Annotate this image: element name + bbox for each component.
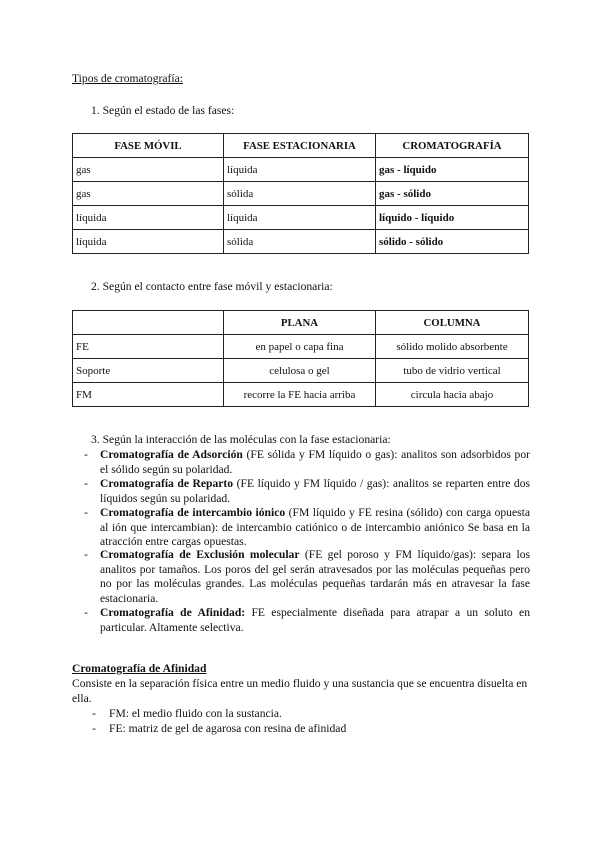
list-item: FE: matriz de gel de agarosa con resina de afinidad: [109, 722, 347, 735]
section3-heading: 3. Según la interacción de las moléculas con la fase estacionaria:: [91, 433, 391, 446]
bullet-dash: -: [92, 707, 96, 720]
section2-heading: 2. Según el contacto entre fase móvil y estacionaria:: [91, 280, 333, 293]
term: Cromatografía de Reparto: [100, 477, 234, 490]
table-row: [73, 383, 529, 407]
table-cell: sólida: [224, 182, 376, 206]
table-row: [73, 182, 529, 206]
table-row: [73, 230, 529, 254]
term: Cromatografía de Adsorción: [100, 448, 243, 461]
term: Cromatografía de Afinidad:: [100, 606, 246, 619]
list-item: [84, 606, 530, 635]
table-row: [73, 335, 529, 359]
bullet-dash: -: [84, 506, 88, 519]
table-cell: en papel o capa fina: [224, 335, 376, 359]
table-row: [73, 359, 529, 383]
column-header: FASE MÓVIL: [73, 134, 224, 158]
column-header: CROMATOGRAFÍA: [376, 134, 529, 158]
column-header: PLANA: [224, 311, 376, 335]
section1-heading: 1. Según el estado de las fases:: [91, 104, 235, 117]
bullet-dash: -: [84, 548, 88, 561]
table-row: [73, 158, 529, 182]
column-header: FASE ESTACIONARIA: [224, 134, 376, 158]
table-cell: circula hacia abajo: [376, 383, 529, 407]
table-cell: FE: [73, 335, 224, 359]
table-cell: líquida: [224, 158, 376, 182]
column-header: COLUMNA: [376, 311, 529, 335]
affinity-title: Cromatografía de Afinidad: [72, 662, 207, 675]
table-cell: líquida: [73, 230, 224, 254]
list-item: [84, 448, 531, 477]
term: Cromatografía de Exclusión molecular: [100, 548, 300, 561]
table-header-row: [73, 134, 529, 158]
table-cell: tubo de vidrio vertical: [376, 359, 529, 383]
term-description: FE especialmente diseñada para atrapar a un soluto en particular. Altamente selectiva.: [100, 606, 530, 634]
table-cell: líquida: [73, 206, 224, 230]
table-cell: líquido - líquido: [376, 206, 529, 230]
list-item: [84, 506, 530, 550]
list-item: [84, 548, 530, 606]
column-header: [73, 311, 224, 335]
term-description: (FE líquido y FM líquido / gas): analitos se reparten entre dos líquidos según su polaridad.: [100, 477, 531, 505]
table-cell: gas: [73, 182, 224, 206]
bullet-dash: -: [84, 606, 88, 619]
table-cell: líquida: [224, 206, 376, 230]
table-row: [73, 206, 529, 230]
table-cell: gas - sólido: [376, 182, 529, 206]
term-description: (FE gel poroso y FM líquido/gas): separa los analitos por tamaños. Los poros del gel serán atravesados por las moléculas pequeñas pero no por las moléculas grandes. Las moléculas pequeñas tardarán más en atravesar la fase estacionaria.: [100, 548, 530, 605]
table-cell: sólido - sólido: [376, 230, 529, 254]
table-cell: gas - líquido: [376, 158, 529, 182]
contact-table: [72, 310, 529, 407]
page-title: Tipos de cromatografía:: [72, 72, 183, 85]
table-cell: Soporte: [73, 359, 224, 383]
list-item: [84, 477, 531, 506]
term: Cromatografía de intercambio iónico: [100, 506, 286, 519]
table-cell: gas: [73, 158, 224, 182]
table-header-row: [73, 311, 529, 335]
phase-state-table: [72, 133, 529, 254]
bullet-dash: -: [84, 448, 88, 461]
table-cell: celulosa o gel: [224, 359, 376, 383]
list-item: FM: el medio fluido con la sustancia.: [109, 707, 282, 720]
term-description: (FM líquido y FE resina (sólido) con carga opuesta al ión que intercambian): de intercambio catiónico o de intercambio aniónico Se basa en la atracción entre cargas opuestas.: [100, 506, 530, 549]
term-description: (FE sólida y FM líquido o gas): analitos son adsorbidos por el sólido según su polaridad.: [100, 448, 531, 476]
bullet-dash: -: [92, 722, 96, 735]
table-cell: recorre la FE hacia arriba: [224, 383, 376, 407]
table-cell: sólida: [224, 230, 376, 254]
table-cell: FM: [73, 383, 224, 407]
table-cell: sólido molido absorbente: [376, 335, 529, 359]
bullet-dash: -: [84, 477, 88, 490]
affinity-description: Consiste en la separación física entre un medio fluido y una sustancia que se encuentra disuelta en ella.: [72, 677, 528, 705]
